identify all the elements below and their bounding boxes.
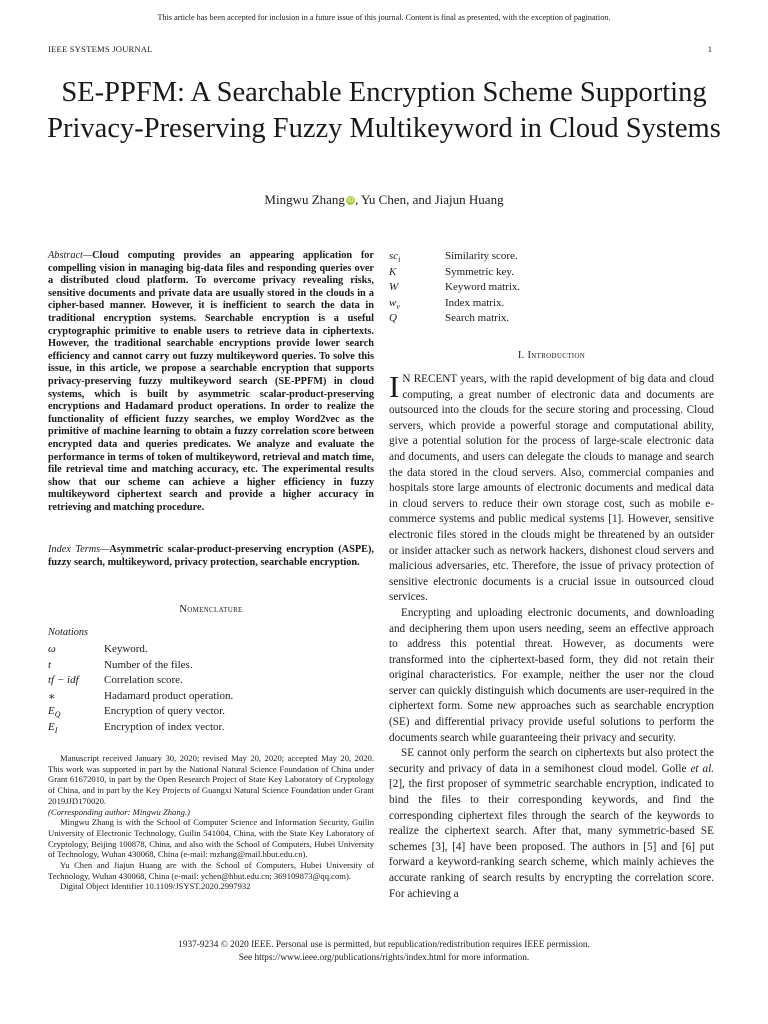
author-first: Mingwu Zhang: [264, 192, 345, 207]
footnotes: [48, 753, 374, 892]
nomenclature-list-left: [48, 643, 374, 738]
nomenclature-definition: Hadamard product operation.: [104, 689, 234, 702]
footnote-affiliation-zhang: Mingwu Zhang is with the School of Computer Science and Information Security, Guilin University of Electronic Technology, Guilin 541004, China, with the State Key Laboratory of Cryptology, Beijing 100878, China, and also with the School of Computers, Hubei University of Technology, Wuhan 430068, China (e-mail: mzhang@mail.hbut.edu.cn).: [48, 817, 374, 860]
nomenclature-definition: Encryption of query vector.: [104, 705, 225, 718]
nomenclature-definition: Index matrix.: [445, 296, 505, 309]
nomenclature-definition: Symmetric key.: [445, 265, 514, 278]
index-terms: [48, 544, 374, 569]
dropcap: I: [389, 369, 400, 404]
nomenclature-row: [389, 250, 714, 265]
nomenclature-symbol: t: [48, 658, 52, 671]
nomenclature-symbol: Q: [389, 312, 397, 325]
abstract: [48, 250, 374, 514]
footnote-doi: Digital Object Identifier 10.1109/JSYST.2020.2997932: [60, 881, 251, 892]
nomenclature-row: [48, 705, 374, 720]
nomenclature-list-right: [389, 250, 714, 328]
paper-title: SE-PPFM: A Searchable Encryption Scheme Supporting Privacy-Preserving Fuzzy Multikeyword in Cloud Systems: [47, 77, 721, 144]
acceptance-notice: This article has been accepted for inclusion in a future issue of this journal. Content is final as presented, with the exception of pagination.: [157, 13, 611, 22]
running-header-journal: IEEE SYSTEMS JOURNAL: [48, 44, 153, 54]
nomenclature-row: [48, 659, 374, 674]
intro-etal: et al.: [690, 762, 714, 775]
author-rest: , Yu Chen, and Jiajun Huang: [354, 192, 504, 207]
nomenclature-row: [48, 721, 374, 736]
abstract-text: Cloud computing provides an appearing application for compelling vision in managing big-data files and responding queries over a distributed cloud platform. To overcome privacy revealing risks, sensitive documents and private data are usually stored in the clouds in a cipher-based manner. However, it is inefficient to search the data in traditional encryption systems. Searchable encryption is a useful cryptographic primitive to enable users to retrieve data in ciphertexts. However, the traditional searchable encryptions provide lower search efficiency and cannot carry out fuzzy multikeyword queries. To solve this issue, in this article, we propose a searchable encryption that supports privacy-preserving fuzzy multikeyword search (SE-PPFM) in cloud systems, which is built by asymmetric scalar-product-preserving encryptions and Hadamard product operations. In order to realize the functionality of efficient fuzzy searches, we employ Word2vec as the primitive of machine learning to obtain a fuzzy correlation score between encrypted data and queries predicates. We analyze and evaluate the performance in terms of token of multikeyword, retrieval and match time, file retrieval time and matching accuracy, etc. The experimental results show that our scheme can achieve a higher efficiency in fuzzy multikeyword ciphertext search and provide a higher accuracy in retrieving and matching procedure.: [48, 250, 374, 513]
nomenclature-row: [389, 312, 714, 327]
footnote-manuscript: Manuscript received January 30, 2020; revised May 20, 2020; accepted May 20, 2020. This work was supported in part by the National Natural Science Foundation of China under Grant 61672010, in part by the Open Research Project of State Key Laboratory of Cryptology of China, and in part by the Key Projects of Guangxi Natural Science Foundation under Grant 2019JJD170020.: [48, 753, 374, 806]
index-terms-text: Asymmetric scalar-product-preserving encryption (ASPE), fuzzy search, multikeyword, privacy protection, searchable encryption.: [48, 544, 374, 568]
notations-label: Notations: [48, 627, 89, 638]
intro-paragraph-1-text: N RECENT years, with the rapid development of big data and cloud computing, a great number of electronic data and documents are outsourced into the clouds for the secure storing and processing. Cloud servers, which provide a powerful storage and computational ability, give a potential solution for the process of large-scale electronic data and documents, and users can delegate the clouds to manage and search the data stored in the cloud servers. Also, commercial companies and hospitals store large amounts of electronic documents and medical data in cloud servers to reduce their own storage cost, such as mobile e-commerce systems and public medical systems [1]. However, sensitive electronic files stored in the clouds might be threatened by an outsider or insider attacker such as network hackers, dishonest cloud servers and malicious adversaries, etc. Therefore, the issue of privacy protection of sensitive electronic documents is a crucial issue in outsourced cloud services.: [389, 373, 714, 604]
nomenclature-symbol: tf − idf: [48, 674, 79, 687]
index-terms-label: Index Terms—: [48, 544, 110, 555]
footnote-corresponding: (Corresponding author: Mingwu Zhang.): [48, 806, 190, 817]
rights-url-line: See https://www.ieee.org/publications/rights/index.html for more information.: [238, 953, 530, 963]
nomenclature-definition: Search matrix.: [445, 312, 510, 325]
intro-paragraph-3: [389, 746, 714, 902]
introduction-body: [389, 369, 714, 902]
nomenclature-symbol: K: [389, 265, 397, 278]
nomenclature-row: [48, 690, 374, 705]
nomenclature-row: [389, 297, 714, 312]
nomenclature-heading: Nomenclature: [179, 604, 243, 615]
copyright-line: 1937-9234 © 2020 IEEE. Personal use is permitted, but republication/redistribution requires IEEE permission.: [178, 940, 590, 950]
nomenclature-definition: Number of the files.: [104, 658, 193, 671]
nomenclature-row: [48, 643, 374, 658]
intro-paragraph-1: [389, 369, 714, 606]
abstract-label: Abstract—: [48, 250, 93, 261]
introduction-heading: I. Introduction: [517, 350, 586, 361]
page-number: 1: [707, 44, 712, 54]
nomenclature-definition: Correlation score.: [104, 674, 183, 687]
intro-paragraph-3-text-b: [2], the first proposer of symmetric searchable encryption, indicated to bind the files to their corresponding keywords, and find the corresponding ciphertext files through the search of the keywords to realize the ciphertext search. After that, many symmetric-based SE schemes [3], [4] have been proposed. The authors in [5] and [6] put forward a keyword-ranking search scheme, which mainly achieves the accurate ranking of search results by encrypting the correlation score. For achieving a: [389, 778, 714, 900]
nomenclature-symbol: $E_Q$: [48, 705, 61, 720]
nomenclature-definition: Keyword matrix.: [445, 281, 521, 294]
footnote-affiliation-chen-huang: Yu Chen and Jiajun Huang are with the School of Computers, Hubei University of Technology, Wuhan 430068, China (e-mail: ychen@hbut.edu.cn; 369109873@qq.com).: [48, 860, 374, 881]
nomenclature-definition: Encryption of index vector.: [104, 721, 225, 733]
nomenclature-definition: Similarity score.: [445, 250, 518, 262]
nomenclature-definition: Keyword.: [104, 643, 148, 655]
nomenclature-symbol: $E_I$: [48, 721, 58, 736]
nomenclature-symbol: $w_v$: [389, 296, 400, 311]
nomenclature-row: [389, 281, 714, 296]
orcid-icon[interactable]: iD: [347, 197, 354, 204]
author-list: [0, 192, 768, 208]
intro-paragraph-3-text-a: SE cannot only perform the search on ciphertexts but also protect the security and privacy of data in a semihonest cloud model. Golle: [389, 747, 714, 775]
nomenclature-symbol: W: [389, 281, 399, 294]
nomenclature-row: [389, 266, 714, 281]
intro-paragraph-2: Encrypting and uploading electronic documents, and downloading and deciphering them upon users needing, seem an effective approach to address this potential threat. However, as documents were transformed into the ciphertext-based form, they did not retain their original characteristics. For example, neither the user nor the cloud server can quickly distinguish which documents are user-required in the ciphertext form. Some new approaches such as searchable encryption (SE) and differential privacy provide useful solutions to perform the documents search while guaranteeing their privacy and security.: [389, 606, 714, 744]
nomenclature-symbol: ω: [48, 643, 56, 655]
nomenclature-symbol: $sc_i$: [389, 250, 401, 265]
nomenclature-symbol: ∗: [48, 690, 56, 703]
nomenclature-row: [48, 674, 374, 689]
